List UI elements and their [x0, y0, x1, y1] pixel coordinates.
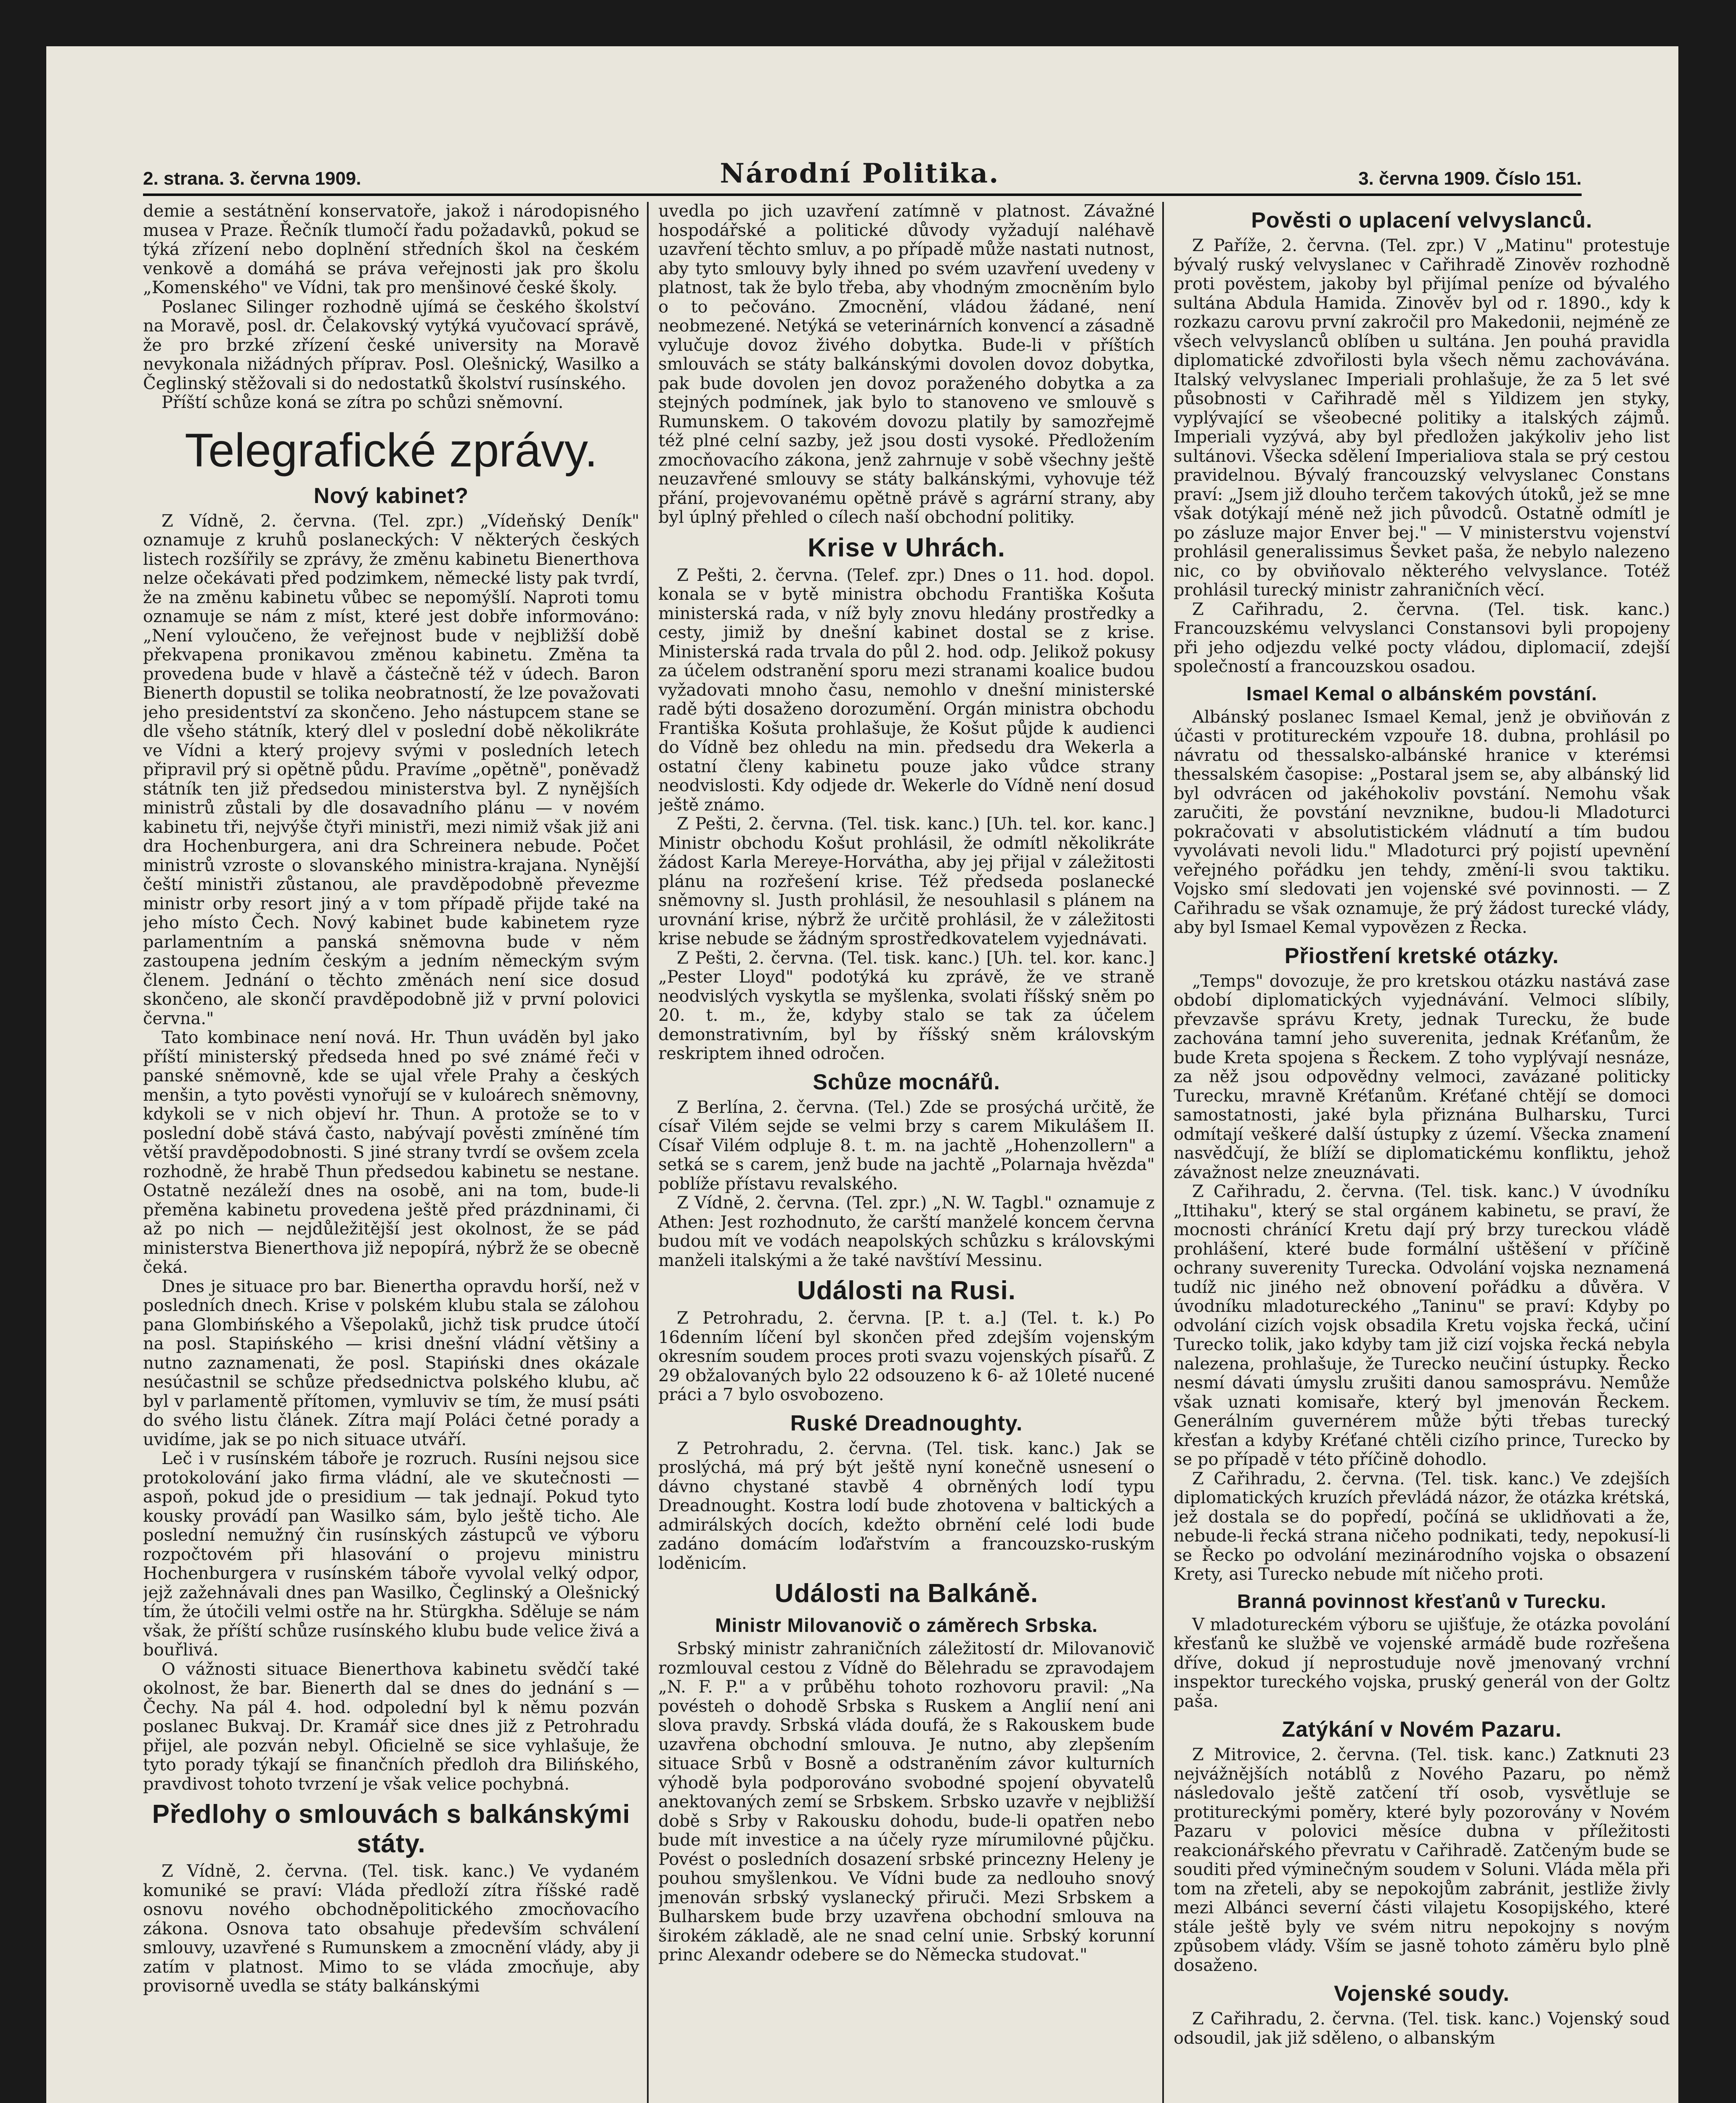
column-divider	[647, 202, 649, 2103]
header-rule	[143, 193, 1582, 196]
paragraph: Dnes je situace pro bar. Bienertha opravdu horší, než v posledních dnech. Krise v polském klubu stala se zálohou pana Glombińského a Všepolaků, jichž tisk prudce útočí na posl. Stapińského — krisi dnešní vládní většiny a nutno zaznamenati, že posl. Stapiński dnes okázale nesúčastnil se schůze předsednictva polského klubu, ač byl v parlamentě přítomen, vymluviv se tím, že musí psáti do svého listu článek. Zítra mají Poláci četné porady a uvidíme, jak se po nich situace utváří.	[143, 1277, 639, 1449]
paragraph: Z Pešti, 2. června. (Tel. tisk. kanc.) [Uh. tel. kor. kanc.] Ministr obchodu Košut prohlásil, že odmítl několikráte žádost Karla Mereye-Horváthа, aby jej přijal v záležitosti plánu na rozřešení krise. Též předseda poslanecké sněmovny sl. Justh prohlásil, že nesouhlasil s plánem na urovnání krise, nýbrž že určitě prohlásil, že v záležitosti krise nebude se žádným sprostředkovatelem vyjednávati.	[658, 814, 1155, 948]
article-heading: Ismael Kemal o albánském povstání.	[1246, 682, 1598, 705]
page-header	[143, 156, 1582, 189]
article-heading: Přiostření kretské otázky.	[1284, 943, 1559, 968]
column-divider	[1162, 202, 1164, 2103]
article-heading: Ministr Milovanovič o záměrech Srbska.	[715, 1614, 1098, 1636]
paragraph: Leč i v rusínském táboře je rozruch. Rusíni nejsou sice protokolování jako firma vládní, ale ve skutečnosti — aspoň, pokud jde o presidium — tak jednají. Pokud tyto kousky provádí pan Wasilko sám, bylo ještě ticho. Ale poslední nemužný čin rusínských zástupců ve výboru rozpočtovém při hlasování o projevu ministru Hochenburgera v rusínském táboře vyvolal velký odpor, jejž zažehnávali dnes pan Wasilko, Čeglinský a Olešnický tím, že útočili velmi ostře na hr. Stürgkha. Sděluje se nám však, že příští schůze rusínského klubu bude velice živá a bouřlivá.	[143, 1449, 639, 1660]
paragraph: Z Mitrovice, 2. června. (Tel. tisk. kanc.) Zatknuti 23 nejvážnějších notáblů z Nového Pazaru, po němž následovalo ještě zatčení tří osob, vysvětluje se protitureckými poměry, které byly pozorovány v Novém Pazaru v polovici měsíce dubna v příležitosti reakcionářského převratu v Cařihradě. Zatčeným bude se souditi před výminečným soudem v Soluni. Vláda měla při tom na zřeteli, aby se nepokojům zabránit, jestliže živly mezi Albánci severní části vilajetu Kosopijského, které stále ještě byly ve svém nitru nepokojny s novým způsobem vlády. Vším se jasně tohoto záměru bylo plně dosaženo.	[1174, 1745, 1670, 1975]
paragraph: V mladotureckém výboru se ujišťuje, že otázka povolání křesťanů ke službě ve vojenské armádě bude rozřešena dříve, dokud jí neprostuduje nově jmenovaný vrchní inspektor tureckého vojska, pruský generál von der Goltz paša.	[1174, 1615, 1670, 1711]
article-heading: Branná povinnost křesťanů v Turecku.	[1237, 1590, 1606, 1612]
paragraph: demie a sestátnění konservatoře, jakož i národopisného musea v Praze. Řečník tlumočí řadu požadavků, pokud se týká zřízení nebo doplnění středních škol na českém venkově a domáhá se práva veřejnosti jak pro školu „Komenského" ve Vídni, tak pro menšinové české školy.	[143, 202, 639, 297]
article-heading: Nový kabinet?	[313, 483, 469, 508]
paragraph: O vážnosti situace Bienerthova kabinetu svědčí také okolnost, že bar. Bienerth dal se dnes do jednání s — Čechy. Na pál 4. hod. odpolední byl k němu pozván poslanec Bukvaj. Dr. Kramář sice dnes již z Petrohradu přijel, ale pozván nebyl. Oficielně se sice vyhlašuje, že tyto porady týkají se finančních předloh dra Bilińského, pravdivost tohoto tvrzení je však velice pochybná.	[143, 1659, 639, 1794]
column-3	[1174, 202, 1670, 2103]
paragraph: „Temps" dovozuje, že pro kretskou otázku nastává zase období diplomatických vyjednávání. Velmoci slíbily, převzavše správu Krety, jednak Turecku, že bude zachována tamní jeho suverenita, jednak Kréťanům, že bude Kreta spojena s Řeckem. Z toho vyplývají nesnáze, za něž jsou odpovědny velmoci, zavázané politicky Turecku, mravně Kréťanům. Kréťané chtějí se domoci samostatnosti, jaké byla přiznána Bulharsku, Turci odmítají veškeré další ústupky z území. Všecka znamení nasvědčují, že blíží se diplomatickému konfliktu, jehož závažnost nelze zneuznávati.	[1174, 971, 1670, 1182]
article-heading: Události na Balkáně.	[774, 1579, 1039, 1608]
paragraph: Z Berlína, 2. června. (Tel.) Zde se prosýchá určitě, že císař Vilém sejde se velmi brzy s carem Mikulášem II. Císař Vilém odpluje 8. t. m. na jachtě „Hohenzollern" a setká se s carem, jenž bude na jachtě „Polarnaja hvězda" poblíže přístavu revalského.	[658, 1097, 1155, 1194]
paragraph: Z Cařihradu, 2. června. (Tel. tisk. kanc.) Vojenský soud odsoudil, jak již sděleno, o albanským	[1174, 2009, 1670, 2048]
paragraph: Z Cařihradu, 2. června. (Tel. tisk. kanc.) Ve zdejších diplomatických kruzích převládá názor, že otázka krétská, jež dostala se do popředí, počíná se uklidňovati a že, nebude-li řecká strana ničeho podnikati, tedy, nepokusí-li se Řecko po odvolání mezinárodního vojska o obsazení Krety, asi Turecko nebude mít ničeho proti.	[1174, 1469, 1670, 1584]
paragraph: Z Petrohradu, 2. června. (Tel. tisk. kanc.) Jak se proslýchá, má prý být ještě nyní konečně usnesení o dávno chystané stavbě 4 obrněných lodí typu Dreadnought. Kostra lodí bude zhotovena v baltických a admirálských docích, kdežto obrnění celé lodi bude zadáno domácím loďařstvím a francouzsko-ruským loděnicím.	[658, 1438, 1155, 1573]
paragraph: Z Vídně, 2. června. (Tel. zpr.) „Vídeňský Deník" oznamuje z kruhů poslaneckých: V některých českých listech rozšířily se zprávy, že změnu kabinetu Bienerthova nelze očekávati před podzimkem, německé listy pak tvrdí, že na změnu kabinetu vůbec se nepomýšlí. Naproti tomu oznamuje se nám z míst, které jest dobře informováno: „Není vyloučeno, že veřejnost bude v nejbližší době překvapena pronikavou změnou kabinetu. Změna ta provedena bude v hlavě a částečně též v údech. Baron Bienerth dopustil se tolika neobratností, že lze považovati jeho presidentství za skončeno. Jeho nástupcem stane se dle všeho státník, který dlel v poslední době několikráte ve Vídni a který projevy svými v posledních letech připravil prý si opětně půdu. Pravíme „opětně", poněvadž státník ten již předsedou ministerstva byl. Z nynějších ministrů zůstali by dle dosavadního plánu — v novém kabinetu tři, nejvýše čtyři ministři, mezi nimiž však již ani dra Hochenburgera, ani dra Schreinera nebude. Počet ministrů vzroste o slovanského ministra-krajana. Nynější čeští ministři zůstanou, ale pravděpodobně převezme ministr orby resort jiný a v tom případě přijde také na jeho místo Čech. Nový kabinet bude kabinetem ryze parlamentním a panská sněmovna bude v něm zastoupena jedním českým a jedním německým svým členem. Jednání o těchto změnách není sice dosud skončeno, ale skončí pravděpodobně již v první polovici června."	[143, 511, 639, 1028]
paragraph: Albánský poslanec Ismael Kemal, jenž je obviňován z účasti v protitureckém vzpouře 18. dubna, prohlásil po návratu od thessalsko-albánské hranice v kterémsi thessalském časopise: „Postaral jsem se, aby albánský lid byl odvrácen od jakéhokoliv povstání. Nemohu však zaručiti, že povstání nevznikne, budou-li Mladoturci pokračovati v absolutistickém vládnutí a tím budou vyvolávati nevoli lidu." Mladoturci prý pojistí upevnění veřejného pořádku jen tehdy, změní-li svou taktiku. Vojsko smí sledovati jen vojenské své povinnosti. — Z Cařihradu se však oznamuje, že prý žádost turecké vlády, aby byl Ismael Kemal vypovězen z Řecka.	[1174, 707, 1670, 937]
masthead-title: Národní Politika.	[720, 158, 1000, 189]
paragraph: Z Vídně, 2. června. (Tel. tisk. kanc.) Ve vydaném komuniké se praví: Vláda předloží zítra říšské radě osnovu nového obchodněpolitického zmocňovacího zákona. Osnova tato obsahuje především schválení smlouvy, uzavřené s Rumunskem a zmocnění vlády, aby ji zatím v platnost. Mimo to se vláda zmocňuje, aby provisorně uvedla se státy balkánskými	[143, 1862, 639, 1996]
paragraph: Poslanec Silinger rozhodně ujímá se českého školství na Moravě, posl. dr. Čelakovský vytýká vyučovací správě, že pro brzké zřízení české university na Moravě nevykonala nižádných příprav. Posl. Olešnický, Wasilko a Čeglinský stěžovali si do nedostatků školství rusínského.	[143, 297, 639, 393]
paragraph: Z Cařihradu, 2. června. (Tel. tisk. kanc.) V úvodníku „Ittihaku", který se stal orgánem kabinetu, se praví, že mocnosti chránící Kretu dají prý brzy tureckou vládě prohlášení, které bude formální uštěšení v příčině ochrany suverenity Turecka. Odvolání vojska neznamená tudíž nic jiného než obnovení pořádku a důvěra. V úvodníku mladotureckého „Taninu" se praví: Kdyby po odvolání cizích vojsk obsadila Kretu vojska řecká, učiní Turecko tolik, jako kdyby tam již cizí vojska řecká nebyla nalezena, prohlašuje, že Turecko neučiní ústupky. Řecko nesmí dávati úmyslu zrušiti danou samosprávu. Nemůže však uznati komisaře, který byl jmenován Řeckem. Generálním guvernérem může býti třebas turecký křesťan a kdyby Kréťané chtěli cizího prince, Turecko by se po případě v této příčině dohodlo.	[1174, 1182, 1670, 1469]
paragraph: Z Petrohradu, 2. června. [P. t. a.] (Tel. t. k.) Po 16denním líčení byl skončen před zdejším vojenským okresním soudem proces proti svazu vojenských písařů. Z 29 obžalovaných bylo 22 odsouzeno k 6- až 10leté nucené práci a 7 bylo osvobozeno.	[658, 1308, 1155, 1404]
paragraph: Z Cařihradu, 2. června. (Tel. tisk. kanc.) Francouzskému velvyslanci Constansovi byli propojeny při jeho odjezdu velké pocty vládou, diplomacií, zdejší společností a francouzskou osadou.	[1174, 599, 1670, 676]
newspaper-page	[46, 46, 1678, 2103]
article-heading: Předlohy o smlouvách s balkánskými státy.	[152, 1800, 631, 1858]
column-1	[143, 202, 639, 2103]
article-heading: Ruské Dreadnoughty.	[790, 1411, 1023, 1436]
paragraph: Příští schůze koná se zítra po schůzi sněmovní.	[162, 393, 564, 412]
paragraph: Z Pešti, 2. června. (Telef. zpr.) Dnes o 11. hod. dopol. konala se v bytě ministra obchodu Františka Košuta ministerská rada, v níž byly znovu hledány prostředky a cesty, jimiž by dnešní kabinet dostal se z krise. Ministerská rada trvala do půl 2. hod. odp. Jelikož pokusy za účelem odstranění sporu mezi stranami koalice budou vyžadovati mnoho času, nemohlo v dnešní ministerské radě býti dosaženo dorozumění. Orgán ministra obchodu Františka Košuta prohlašuje, že Košut půjde k audienci do Vídně bez ohledu na min. předsedu dra Wekerla a ostatní členy kabinetu pouze jako vůdce strany neodvislosti. Kdy odjede dr. Wekerle do Vídně není dosud ještě známo.	[658, 565, 1155, 815]
article-heading: Pověsti o uplacení velvyslanců.	[1251, 208, 1593, 233]
article-heading: Zatýkání v Novém Pazaru.	[1282, 1717, 1562, 1742]
article-heading: Vojenské soudy.	[1334, 1981, 1510, 2006]
paragraph: Srbský ministr zahraničních záležitostí dr. Milovanovič rozmlouval cestou z Vídně do Bělehradu se zpravodajem „N. F. P." a v průběhu tohoto rozhovoru pravil: „Na povésteh o dohodě Srbska s Ruskem a Anglií není ani slova pravdy. Srbská vláda doufá, že s Rakouskem bude uzavřena obchodní smlouva. Je nutno, aby zlepšením situace Srbů v Bosně a odstraněním závor kulturních výhodě byla podporováno svobodné spojení obyvatelů anektovaných zemí se Srbskem. Srbsko uzavře v nejbližší době s Srby v Rakousku dohodu, bude-li opatřen nebo bude mít investice a na účely ryze mírumilovné půjčku. Povést o posledních dosazení srbské princezny Heleny je pouhou smyšlenkou. Ve Vídni bude za nedlouho snový jmenován srbský vyslanecký přiruči. Mezi Srbskem a Bulharskem bude brzy uzavřena obchodní smlouva na širokém základě, ale ne snad celní unie. Srbský korunní princ Alexandr odebere se do Německa studovat."	[658, 1639, 1155, 1965]
column-2	[658, 202, 1155, 2103]
article-heading: Krise v Uhrách.	[808, 533, 1005, 562]
section-title: Telegrafické zprávy.	[185, 424, 598, 477]
paragraph: Z Vídně, 2. června. (Tel. zpr.) „N. W. Tagbl." oznamuje z Athen: Jest rozhodnuto, že carští manželé koncem června budou mít ve vodách neapolských schůzku s královskými manželi italskými a že také navštíví Messinu.	[658, 1193, 1155, 1270]
paragraph: uvedla po jich uzavření zatímně v platnost. Závažné hospodářské a politické důvody vyžadují naléhavě uzavření těchto smluv, a po případě může nastati nutnost, aby tyto smlouvy byly ihned po svém uzavření uvedeny v platnost, tak že bylo třeba, aby vhodným zmocněním bylo o to pečováno. Zmocnění, vládou žádané, není neobmezené. Netýká se veterinárních konvencí a zásadně vylučuje dovoz živého dobytka. Bude-li v příštích smlouvách se státy balkánskými dovolen dovoz dobytka, pak bude dovolen jen dovoz poraženého dobytka a za stejných podmínek, jak bylo to stanoveno ve smlouvě s Rumunskem. O takovém dovozu platily by samozřejmě též plné celní sazby, jež jsou dosti vysoké. Předložením zmocňovacího zákona, jenž zahrnuje v sobě všechny ještě neuzavřené smlouvy se státy balkánskými, vyhovuje též přání, projevovanému opětně právě s agrární strany, aby byl úplný přehled o cílech naší obchodní politiky.	[658, 202, 1155, 527]
article-heading: Události na Rusi.	[797, 1276, 1016, 1305]
article-heading: Schůze mocnářů.	[813, 1070, 1000, 1094]
header-page-date: 2. strana. 3. června 1909.	[143, 168, 361, 189]
paragraph: Tato kombinace není nová. Hr. Thun uváděn byl jako příští ministerský předseda hned po své známé řeči v panské sněmovně, kde se ujal vřele Prahy a českých menšin, a tyto pověsti vynořují se v kuloárech sněmovny, kdykoli se v nich objeví hr. Thun. A protože se to v poslední době stává často, nabývají pověsti zmíněné tím větší pravděpodobnosti. S jiné strany tvrdí se ovšem zcela rozhodně, že hrabě Thun předsedou kabinetu se nestane. Ostatně nezáleží dnes na osobě, ani na tom, bude-li přeměna kabinetu provedena ještě před prázdninami, či až po nich — nejdůležitější jest okolnost, že se pád ministerstva Bienerthova již nepopírá, nýbrž že se obecně čeká.	[143, 1028, 639, 1277]
header-date-issue: 3. června 1909. Číslo 151.	[1358, 168, 1582, 189]
paragraph: Z Paříže, 2. června. (Tel. zpr.) V „Matinu" protestuje bývalý ruský velvyslanec v Cařihradě Zinověv rozhodně proti pověstem, jakoby byl přijímal peníze od bývalého sultána Abdula Hamida. Zinověv byl od r. 1890., kdy k rozkazu carovu první zakročil pro Makedonii, nejméně ze všech velvyslanců oblíben u sultána. Jen pouhá pravidla diplomatické zdvořilosti byla všech němu zachovávána. Italský velvyslanec Imperiali prohlašuje, že za 5 let své působnosti v Cařihradě měl s Yildizem jen styky, vyplývající se všeobecné politiky a italských zájmů. Imperiali vyzývá, aby byl předložen jakýkoliv jeho list sultánovi. Všecka sdělení Imperialiova stala se prý cestou pravidelnou. Bývalý francouzský velvyslanec Constans praví: „Jsem již dlouho terčem takových útoků, jež se mne však dotýkají méně než jich původců. Ostatně odmítl je po zásluze major Enver bej." — V ministerstvu vojenství prohlásil generalissimus Ševket paša, že nebylo nalezeno nic, co by obviňovalo některého velvyslance. Totéž prohlásil turecký ministr zahraničních věcí.	[1174, 236, 1670, 600]
paragraph: Z Pešti, 2. června. (Tel. tisk. kanc.) [Uh. tel. kor. kanc.] „Pester Lloyd" podotýká ku zprávě, že ve straně neodvislých vyskytla se myšlenka, svolati říšský sněm po 20. t. m., že, kdyby stalo se tak za účelem demonstrativním, byl by říšský sněm královským reskriptem ihned odročen.	[658, 948, 1155, 1063]
